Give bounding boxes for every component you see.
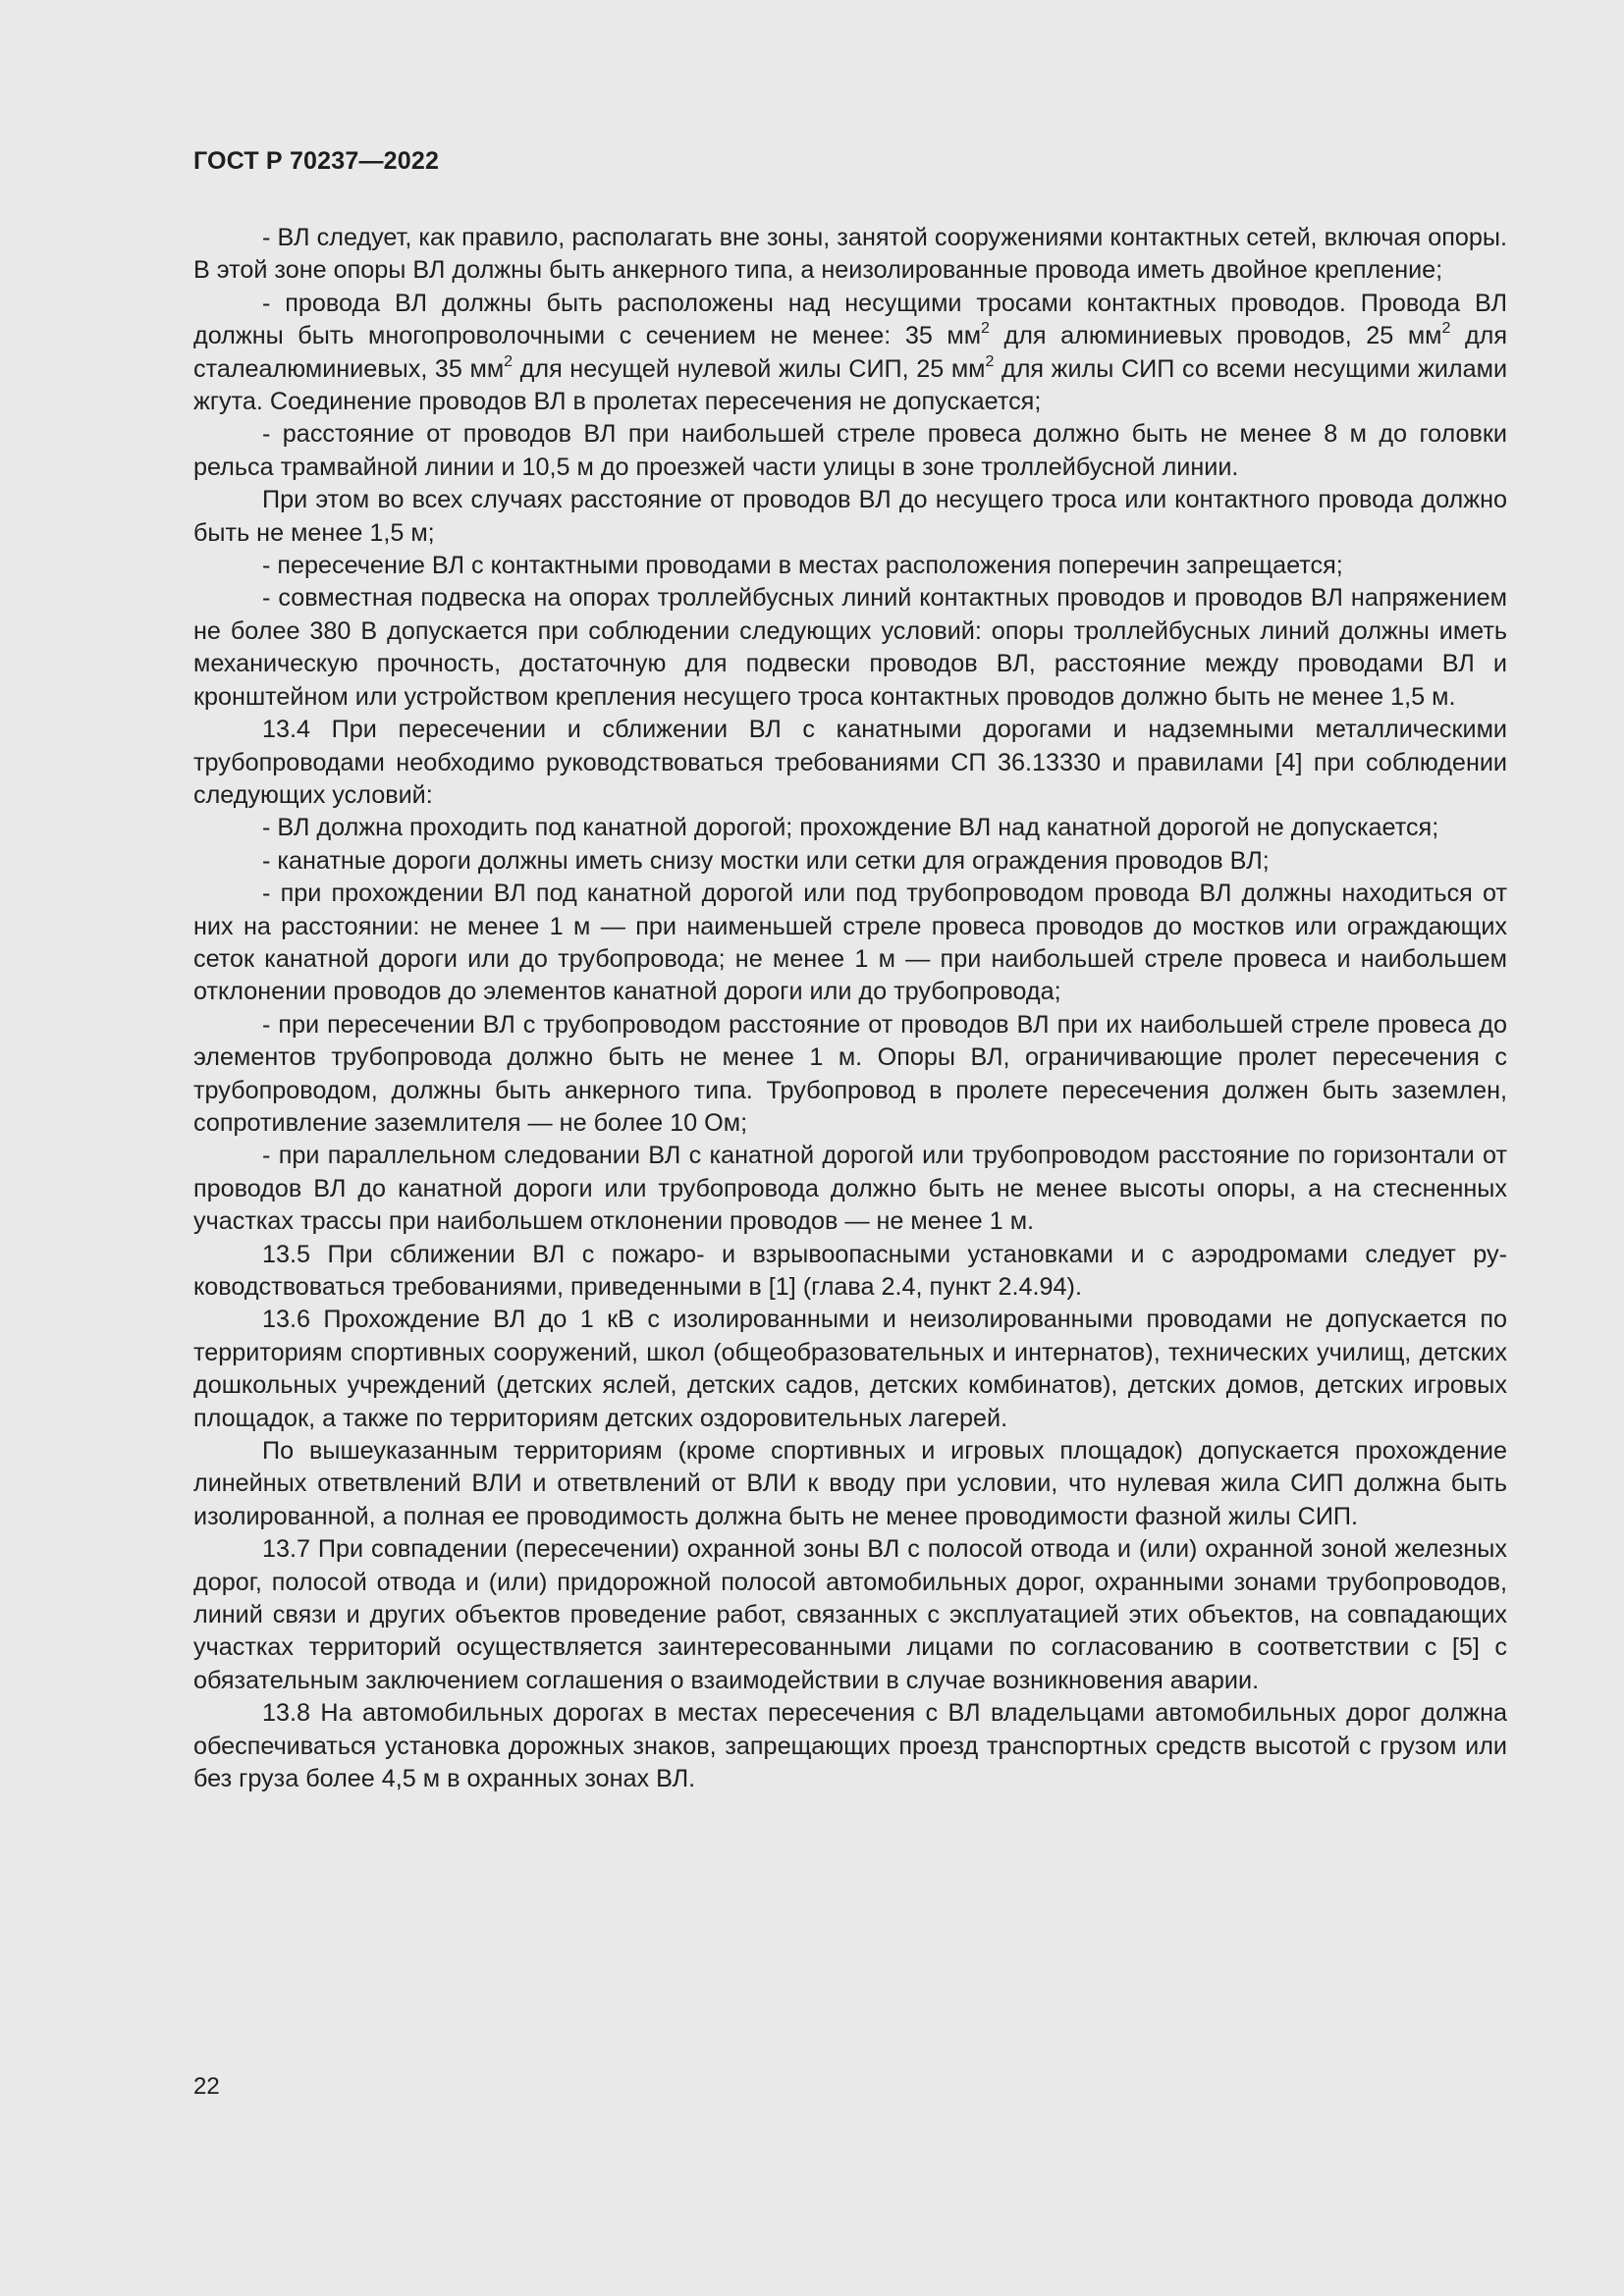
superscript: 2 xyxy=(985,352,995,370)
paragraph-text: 13.6 Прохождение ВЛ до 1 кВ с изолированными и неизолированными проводами не допускается по территориям спортивных сооружений, школ (общеобразовательных и интернатов), технических училищ, детских дошкольных учреждений (детских яслей, детских садов, детских комбинатов), детских домов, детских игровых площадок, а также по территориям детских оздоровительных лагерей. xyxy=(193,1306,1507,1432)
paragraph-6 xyxy=(193,582,1507,714)
paragraph-17 xyxy=(193,1697,1507,1795)
paragraph-text: для жилы СИП со всеми несущими жилами жгута. Соединение проводов ВЛ в пролетах пересечения не допускается; xyxy=(193,354,1508,416)
superscript: 2 xyxy=(504,352,514,370)
paragraph-text: 13.5 При сближении ВЛ с пожаро- и взрывоопасными установками и с аэродромами следует руководствоваться требованиями, приведенными в [1] (глава 2.4, пункт 2.4.94). xyxy=(193,1240,1507,1301)
paragraph-5 xyxy=(193,550,1507,582)
paragraph-10 xyxy=(193,878,1507,1009)
paragraph-13 xyxy=(193,1239,1507,1305)
superscript: 2 xyxy=(1441,320,1451,338)
paragraph-text: - совместная подвеска на опорах троллейбусных линий контактных проводов и проводов ВЛ напряжением не более 380 В допускается при соблюдении следующих условий: опоры троллейбусных линий должны иметь механическую прочность, достаточную для подвески проводов ВЛ, расстояние между проводами ВЛ и кронштейном или устройством крепления несущего троса контактных проводов должно быть не менее 1,5 м. xyxy=(193,584,1507,711)
paragraph-14 xyxy=(193,1304,1507,1435)
paragraph-12 xyxy=(193,1140,1507,1238)
paragraph-1 xyxy=(193,222,1507,288)
paragraph-4 xyxy=(193,484,1507,550)
paragraph-text: - ВЛ следует, как правило, располагать вне зоны, занятой сооружениями контактных сетей, включая опоры. В этой зоне опоры ВЛ должны быть анкерного типа, а неизолированные провода иметь двойное крепление; xyxy=(193,224,1507,285)
paragraph-9 xyxy=(193,845,1507,878)
paragraph-text: При этом во всех случаях расстояние от проводов ВЛ до несущего троса или контактного провода должно быть не менее 1,5 м; xyxy=(193,486,1507,547)
paragraph-text: для сталеалюминиевых, 35 мм xyxy=(193,322,1508,383)
paragraph-11 xyxy=(193,1009,1507,1141)
paragraph-text: - при пересечении ВЛ с трубопроводом расстояние от проводов ВЛ при их наибольшей стреле провеса до элементов трубопровода должно быть не менее 1 м. Опоры ВЛ, ограничивающие пролет пересечения с трубопроводом, должны быть анкерного типа. Трубопровод в пролете пересечения должен быть заземлен, сопротивление заземлителя — не более 10 Ом; xyxy=(193,1010,1507,1137)
paragraph-3 xyxy=(193,418,1507,484)
paragraph-7 xyxy=(193,714,1507,812)
document-body xyxy=(193,222,1507,1796)
paragraph-text: для алюминиевых проводов, 25 мм xyxy=(989,322,1442,350)
paragraph-text: - провода ВЛ должны быть расположены над несущими тросами контактных проводов. Провода ВЛ должны быть многопроволочными с сечением не менее: 35 мм xyxy=(193,289,1507,350)
paragraph-text: - при параллельном следовании ВЛ с канатной дорогой или трубопроводом расстояние по горизонтали от проводов ВЛ до канатной дороги или трубопровода должно быть не менее высоты опоры, а на стесненных участках трассы при наибольшем отклонении проводов — не менее 1 м. xyxy=(193,1142,1507,1236)
paragraph-text: - ВЛ должна проходить под канатной дорогой; прохождение ВЛ над канатной дорогой не допускается; xyxy=(262,814,1439,842)
paragraph-15 xyxy=(193,1435,1507,1533)
paragraph-text: для несущей нулевой жилы СИП, 25 мм xyxy=(513,354,986,383)
paragraph-text: 13.4 При пересечении и сближении ВЛ с канатными дорогами и надземными металлическими трубопроводами необходимо руководствоваться требованиями СП 36.13330 и правилами [4] при соблюдении следующих условий: xyxy=(193,716,1507,809)
paragraph-text: - расстояние от проводов ВЛ при наибольшей стреле провеса должно быть не менее 8 м до головки рельса трамвайной линии и 10,5 м до проезжей части улицы в зоне троллейбусной линии. xyxy=(193,420,1507,481)
paragraph-text: По вышеуказанным территориям (кроме спортивных и игровых площадок) допускается прохождение линейных ответвлений ВЛИ и ответвлений от ВЛИ к вводу при условии, что нулевая жила СИП должна быть изолированной, а полная ее проводимость должна быть не менее проводимости фазной жилы СИП. xyxy=(193,1437,1507,1530)
document-header-standard-id: ГОСТ Р 70237—2022 xyxy=(193,147,440,175)
paragraph-text: 13.7 При совпадении (пересечении) охранной зоны ВЛ с полосой отвода и (или) охранной зоной железных дорог, полосой отвода и (или) придорожной полосой автомобильных дорог, охранными зонами трубопроводов, линий связи и других объектов проведение работ, связанных с эксплуатацией этих объектов, на совпадающих участках территорий осуществляется заинтересованными лицами по согласованию в соответствии с [5] с обязательным заключением соглашения о взаимодействии в случае возникновения аварии. xyxy=(193,1535,1507,1694)
page-number: 22 xyxy=(193,2073,220,2100)
paragraph-text: - при прохождении ВЛ под канатной дорогой или под трубопроводом провода ВЛ должны находиться от них на расстоянии: не менее 1 м — при наименьшей стреле провеса проводов до мостков или ограждающих сеток канатной дороги или до трубопровода; не менее 1 м — при наибольшей стреле провеса и наибольшем отклонении проводов до элементов канатной дороги или до трубопровода; xyxy=(193,880,1507,1006)
paragraph-text: - пересечение ВЛ с контактными проводами в местах расположения поперечин запрещается; xyxy=(262,552,1343,580)
paragraph-16 xyxy=(193,1533,1507,1697)
paragraph-text: - канатные дороги должны иметь снизу мостки или сетки для ограждения проводов ВЛ; xyxy=(262,846,1270,875)
paragraph-text: 13.8 На автомобильных дорогах в местах пересечения с ВЛ владельцами автомобильных дорог должна обеспечиваться установка дорожных знаков, запрещающих проезд транспортных средств высотой с грузом или без груза более 4,5 м в охранных зонах ВЛ. xyxy=(193,1699,1507,1793)
superscript: 2 xyxy=(981,320,990,338)
paragraph-2 xyxy=(193,288,1507,419)
paragraph-8 xyxy=(193,812,1507,844)
